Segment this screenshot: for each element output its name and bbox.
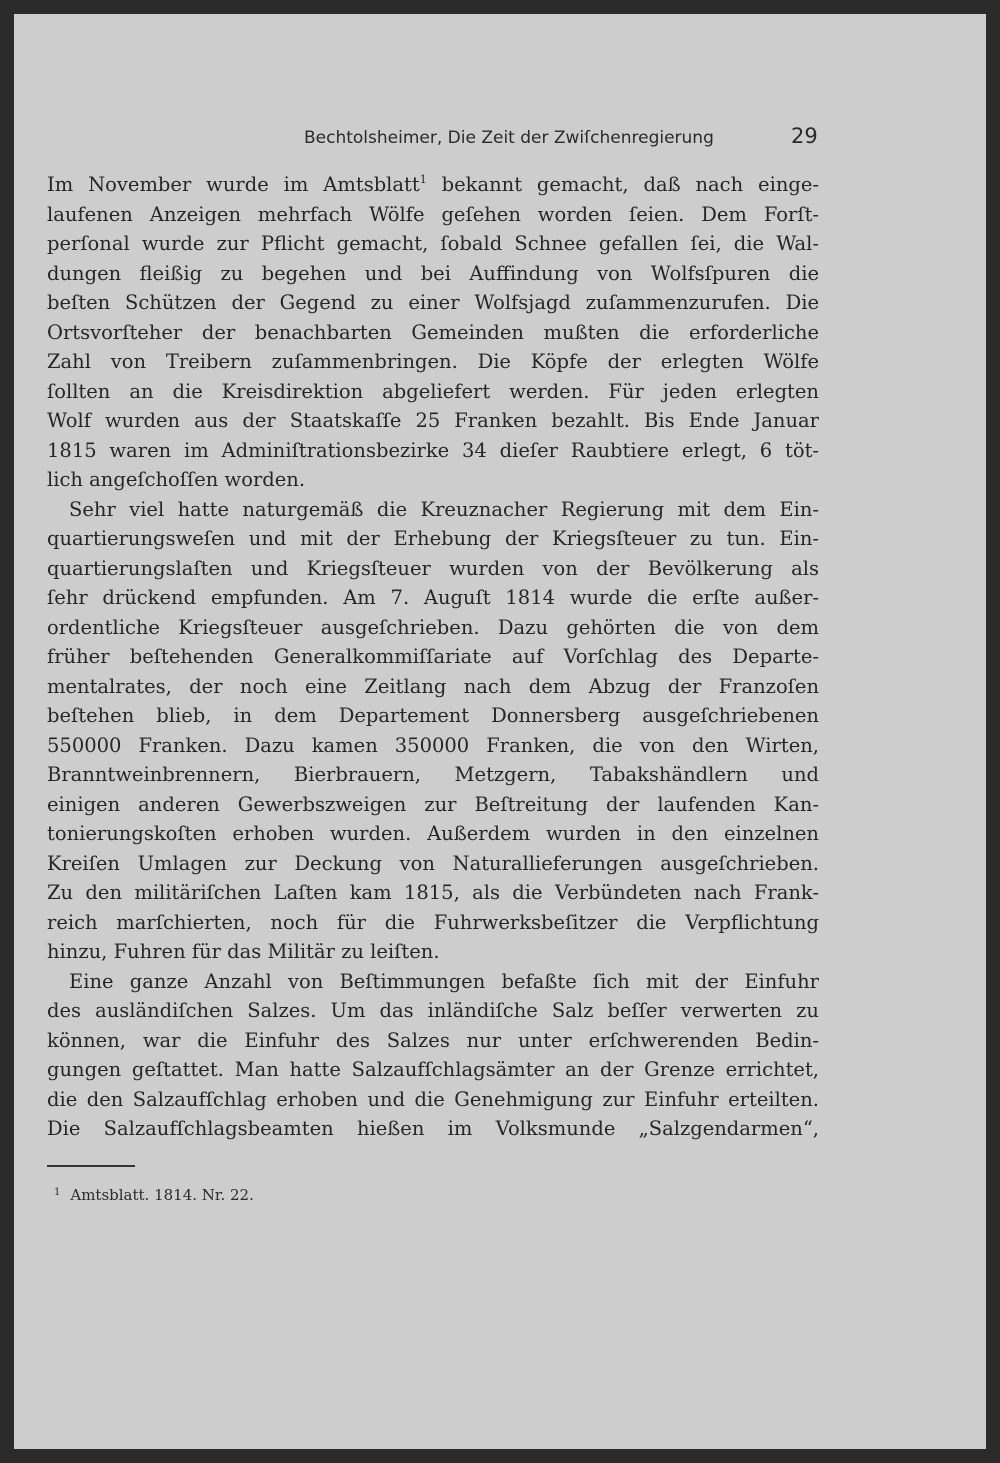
text-line-content: 550000 Franken. Dazu kamen 350000 Franken, die von den Wirten, (47, 733, 819, 757)
text-line (47, 495, 819, 525)
text-line-content: quartierungsweſen und mit der Erhebung der Kriegsſteuer zu tun. Ein- (47, 527, 819, 550)
text-line (47, 1114, 819, 1144)
footnote (54, 1186, 254, 1204)
text-line (47, 259, 819, 289)
text-line-content: Sehr viel hatte naturgemäß die Kreuznacher Regierung mit dem Ein- (69, 497, 819, 521)
text-line (47, 849, 819, 879)
text-line (47, 642, 819, 672)
text-line-content: hinzu, Fuhren für das Militär zu leiſten. (47, 940, 440, 963)
text-line-content: früher beſtehenden Generalkommiſſariate auf Vorſchlag des Departe- (47, 645, 819, 668)
text-line-content: Kreiſen Umlagen zur Deckung von Naturallieferungen ausgeſchrieben. (47, 851, 819, 875)
text-line (47, 583, 819, 613)
text-line-content: Ortsvorſteher der benachbarten Gemeinden mußten die erforderliche (47, 320, 819, 344)
text-line (47, 967, 819, 997)
text-line-content: lich angeſchoſſen worden. (47, 468, 306, 491)
text-line (47, 672, 819, 702)
text-line (47, 878, 819, 908)
text-line-content: ordentliche Kriegsſteuer ausgeſchrieben. Dazu gehörten die von dem (47, 615, 819, 639)
text-line (47, 170, 819, 200)
text-line (47, 318, 819, 348)
text-line (47, 760, 819, 790)
footnote-mark: 1 (54, 1187, 61, 1198)
page-number: 29 (791, 124, 818, 148)
running-head: Bechtolsheimer, Die Zeit der Zwiſchenregierung (304, 128, 714, 148)
text-line-content: einigen anderen Gewerbszweigen zur Beſtreitung der laufenden Kan- (47, 792, 819, 816)
text-line-content: dungen fleißig zu begehen und bei Auffindung von Wolfsſpuren die (47, 261, 819, 285)
text-line (47, 229, 819, 259)
footnote-text: Amtsblatt. 1814. Nr. 22. (70, 1186, 254, 1204)
footnote-reference: 1 (419, 173, 427, 186)
text-line (47, 200, 819, 230)
text-line (47, 1026, 819, 1056)
text-line-content: 1815 waren im Adminiſtrationsbezirke 34 dieſer Raubtiere erlegt, 6 töt- (47, 438, 819, 462)
text-line (47, 524, 819, 554)
text-line (47, 465, 819, 495)
text-line-content: Wolf wurden aus der Staatskaſſe 25 Franken bezahlt. Bis Ende Januar (47, 409, 819, 432)
body-text (47, 170, 819, 1144)
text-line-content: beſtehen blieb, in dem Departement Donnersberg ausgeſchriebenen (47, 704, 819, 727)
text-line-content: gungen geſtattet. Man hatte Salzaufſchlagsämter an der Grenze errichtet, (47, 1058, 819, 1081)
text-line-content: tonierungskoſten erhoben wurden. Außerdem wurden in den einzelnen (47, 822, 819, 845)
text-line-content: können, war die Einfuhr des Salzes nur unter erſchwerenden Bedin- (47, 1028, 819, 1052)
text-line-content: mentalrates, der noch eine Zeitlang nach dem Abzug der Franzoſen (47, 674, 819, 698)
text-line-content: quartierungslaſten und Kriegsſteuer wurden von der Bevölkerung als (47, 556, 819, 580)
text-line (47, 790, 819, 820)
text-line-content: Eine ganze Anzahl von Beſtimmungen befaßte ſich mit der Einfuhr (69, 969, 819, 993)
text-line (47, 436, 819, 466)
book-page (14, 14, 986, 1449)
text-line (47, 819, 819, 849)
text-line-content: reich marſchierten, noch für die Fuhrwerksbeſitzer die Verpflichtung (47, 910, 819, 934)
text-line (47, 288, 819, 318)
text-line-content: ſollten an die Kreisdirektion abgeliefert werden. Für jeden erlegten (47, 379, 819, 403)
text-line (47, 731, 819, 761)
page-header (14, 124, 986, 154)
text-line-content: Zu den militäriſchen Laſten kam 1815, als die Verbündeten nach Frank- (47, 881, 819, 904)
text-line-content: laufenen Anzeigen mehrfach Wölfe geſehen worden ſeien. Dem Forſt- (47, 202, 819, 226)
footnote-rule (47, 1165, 135, 1167)
text-line (47, 937, 819, 967)
text-line-content: des ausländiſchen Salzes. Um das inländiſche Salz beſſer verwerten zu (47, 999, 819, 1022)
text-line (47, 406, 819, 436)
text-line-content: Branntweinbrennern, Bierbrauern, Metzgern, Tabakshändlern und (47, 763, 819, 786)
text-line-content: die den Salzaufſchlag erhoben und die Genehmigung zur Einfuhr erteilten. (47, 1087, 819, 1111)
text-line (47, 347, 819, 377)
text-line (47, 377, 819, 407)
text-line-content: beſten Schützen der Gegend zu einer Wolfsjagd zuſammenzurufen. Die (47, 291, 819, 314)
text-line-content: ſehr drückend empfunden. Am 7. Auguſt 1814 wurde die erſte außer- (47, 586, 819, 609)
text-line (47, 554, 819, 584)
text-line-content: perſonal wurde zur Pflicht gemacht, ſobald Schnee gefallen ſei, die Wal- (47, 232, 819, 255)
text-line-content: Zahl von Treibern zuſammenbringen. Die Köpfe der erlegten Wölfe (47, 350, 819, 373)
text-line (47, 996, 819, 1026)
text-line (47, 613, 819, 643)
text-line-content: Im November wurde im Amtsblatt (47, 173, 420, 196)
text-line-content: Die Salzaufſchlagsbeamten hießen im Volksmunde „Salzgendarmen“, (47, 1117, 819, 1140)
text-line-continuation: bekannt gemacht, daß nach einge- (426, 173, 820, 196)
text-line (47, 1085, 819, 1115)
text-line (47, 701, 819, 731)
text-line (47, 908, 819, 938)
text-line (47, 1055, 819, 1085)
